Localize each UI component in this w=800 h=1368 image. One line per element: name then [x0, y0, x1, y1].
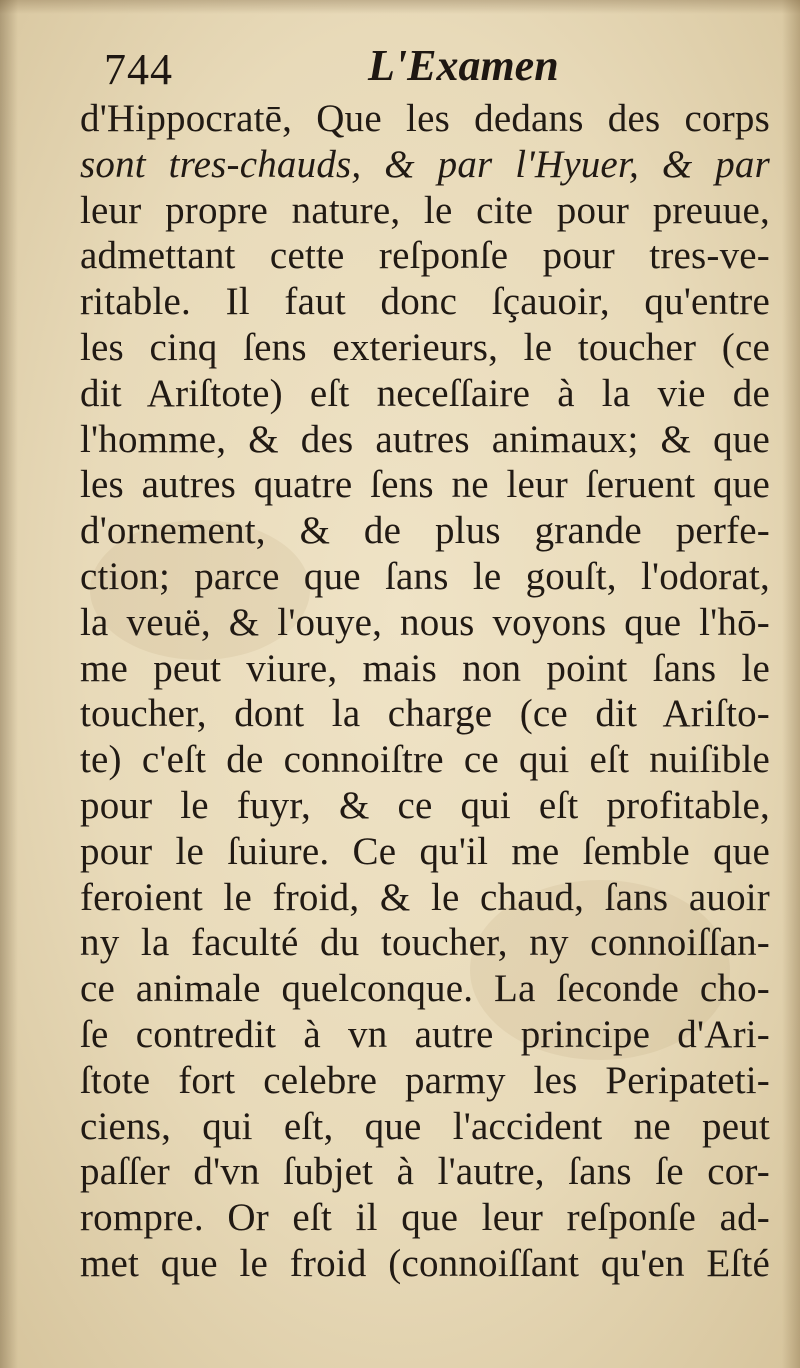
page-right-edge-shadow: [782, 0, 800, 1368]
text-line: ction; parce que ſans le gouſt, l'odorat,: [80, 554, 770, 598]
text-line: d'ornement, & de plus grande perfe-: [80, 509, 770, 553]
text-line: ce animale quelconque. La ſeconde cho-: [80, 967, 770, 1011]
text-line: pour le ſuiure. Ce qu'il me ſemble que: [80, 829, 770, 873]
text-line: ciens, qui eſt, que l'accident ne peut: [80, 1104, 770, 1148]
text-line: admettant cette reſponſe pour tres-ve-: [80, 234, 770, 278]
text-line: pour le fuyr, & ce qui eſt profitable,: [80, 783, 770, 827]
text-line: met que le froid (connoiſſant qu'en Eſté: [80, 1241, 770, 1285]
text-line: ritable. Il faut donc ſçauoir, qu'entre: [80, 280, 770, 324]
body-text: [80, 96, 770, 1287]
page-top-edge-shadow: [0, 0, 800, 14]
page-left-edge-shadow: [0, 0, 18, 1368]
text-line: toucher, dont la charge (ce dit Ariſto-: [80, 692, 770, 736]
text-line: ny la faculté du toucher, ny connoiſſan-: [80, 921, 770, 965]
text-line: me peut viure, mais non point ſans le: [80, 646, 770, 690]
text-line: sont tres-chauds, & par l'Hyuer, & par: [80, 142, 770, 186]
text-line: rompre. Or eſt il que leur reſponſe ad-: [80, 1196, 770, 1240]
text-line: feroient le froid, & le chaud, ſans auoir: [80, 875, 770, 919]
text-line: la veuë, & l'ouye, nous voyons que l'hō-: [80, 600, 770, 644]
text-line: te) c'eſt de connoiſtre ce qui eſt nuiſible: [80, 738, 770, 782]
text-line: ſe contredit à vn autre principe d'Ari-: [80, 1012, 770, 1056]
page-header: [100, 38, 760, 94]
page-number: 744: [104, 45, 173, 94]
text-line: paſſer d'vn ſubjet à l'autre, ſans ſe cor-: [80, 1150, 770, 1194]
text-line: d'Hippocratē, Que les dedans des corps: [80, 97, 770, 140]
text-line: dit Ariſtote) eſt neceſſaire à la vie de: [80, 371, 770, 415]
text-line: les autres quatre ſens ne leur ſeruent que: [80, 463, 770, 507]
text-line: ſtote fort celebre parmy les Peripateti-: [80, 1058, 770, 1102]
running-head: L'Examen: [368, 41, 559, 90]
text-line: l'homme, & des autres animaux; & que: [80, 417, 770, 461]
text-line: leur propre nature, le cite pour preuue,: [80, 188, 770, 232]
text-line: les cinq ſens exterieurs, le toucher (ce: [80, 325, 770, 369]
